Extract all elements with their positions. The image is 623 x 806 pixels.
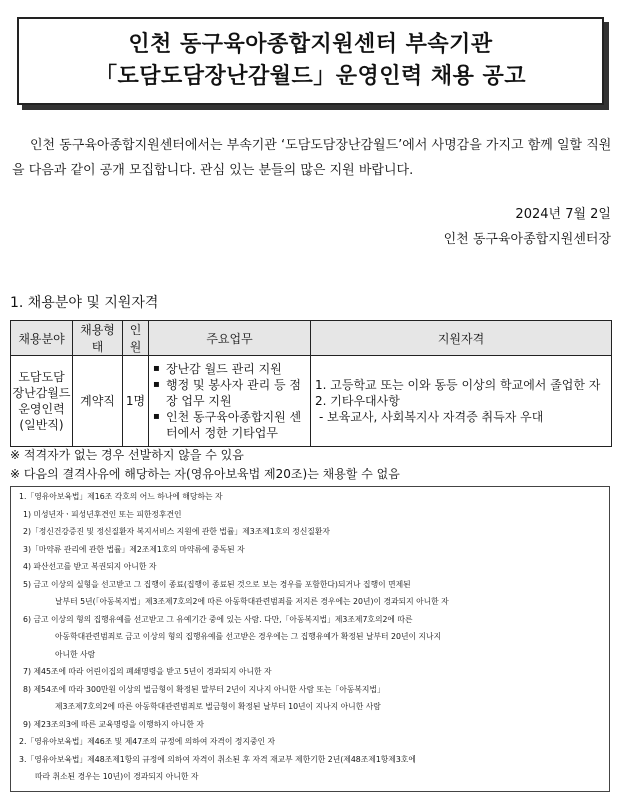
disq-sub-3: 3)「마약류 관리에 관한 법률」제2조제1호의 마약류에 중독된 자 [23,544,245,554]
table-header-row [11,321,612,356]
disq-item-1: 1.「영유아보육법」제16조 각호의 어느 하나에 해당하는 자 [19,492,223,501]
disq-sub-7: 7) 제45조에 따라 어린이집의 폐쇄명령을 받고 5년이 경과되지 아니한 자 [23,667,272,676]
disq-sub-1: 1) 미성년자ㆍ피성년후견인 또는 피한정후견인 [23,509,182,519]
cell-qualification [311,356,612,447]
header-qualification: 지원자격 [311,321,612,356]
disq-sub-6-cont2: 아니한 사람 [55,649,96,659]
recruitment-table [10,320,612,447]
disqualification-box [10,486,610,792]
intro-paragraph: 인천 동구육아종합지원센터에서는 부속기관 ‘도담도담장난감월드’에서 사명감을 가지고 함께 일할 직원을 다음과 같이 공개 모집합니다. 관심 있는 분들의 많은 지원 바랍니다. [12,138,612,178]
cell-type: 계약직 [73,356,123,447]
header-field: 채용분야 [11,321,73,356]
disq-item-2: 2.「영유아보육법」제46조 및 제47조의 규정에 의하여 자격이 정지중인 자 [19,737,276,746]
disq-sub-2: 2)「정신건강증진 및 정신질환자 복지서비스 지원에 관한 법률」제3조제1호의 정신질환자 [23,527,330,536]
cell-field: 도담도담 장난감월드 운영인력 (일반직) [11,356,73,447]
announcement-signature: 인천 동구육아종합지원센터장 [443,232,611,247]
disq-sub-6-cont: 아동학대관련범죄로 금고 이상의 형의 집행유예를 선고받은 경우에는 그 집행유예가 확정된 날부터 20년이 지나지 [55,632,442,641]
qualification-2-detail: - 보육교사, 사회복지사 자격증 취득자 우대 [319,410,544,424]
qualification-1: 1. 고등학교 또는 이와 동등 이상의 학교에서 졸업한 자 [315,378,601,392]
disq-sub-8: 8) 제54조에 따라 300만원 이상의 벌금형이 확정된 말부터 2년이 지나지 아니한 사람 또는「아동복지법」 [23,684,385,694]
note-2: ※ 다음의 결격사유에 해당하는 자(영유아보육법 제20조)는 채용할 수 없음 [10,467,400,481]
header-type: 채용형태 [73,321,123,356]
title-line-2: 「도담도담장난감월드」운영인력 채용 공고 [94,64,527,89]
disq-sub-6: 6) 금고 이상의 형의 집행유예를 선고받고 그 유예기간 중에 있는 사람. 다만,「아동복지법」제3조제7호의2에 따른 [23,614,413,624]
header-count: 인원 [123,321,149,356]
disq-sub-5-cont: 날부터 5년(「아동복지법」제3조제7호의2에 따른 아동학대관련범죄를 저지른 경우에는 20년)이 경과되지 아니한 자 [55,597,449,606]
qualification-2: 2. 기타우대사항 [315,394,400,408]
header-duties: 주요업무 [149,321,311,356]
duty-item: ▪ 장난감 월드 관리 지원 [166,361,309,377]
duty-item: ▪ 행정 및 봉사자 관리 등 점장 업무 지원 [166,377,309,409]
disq-sub-5: 5) 금고 이상의 실형을 선고받고 그 집행이 종료(집행이 종료된 것으로 보는 경우를 포함한다)되거나 집행이 면제된 [23,579,411,589]
table-row [11,356,612,447]
disq-item-3-cont: 따라 취소된 경우는 10년)이 경과되지 아니한 자 [35,772,199,781]
duty-item: ▪ 인천 동구육아종합지원 센터에서 정한 기타업무 [166,409,309,441]
title-box [17,17,604,105]
title-line-1: 인천 동구육아종합지원센터 부속기관 [128,32,493,57]
announcement-date: 2024년 7월 2일 [515,207,611,222]
cell-count: 1명 [123,356,149,447]
section-1-heading: 1. 채용분야 및 지원자격 [10,295,159,311]
cell-duties [149,356,311,447]
disq-sub-4: 4) 파산선고를 받고 복권되지 아니한 자 [23,562,157,571]
disq-sub-9: 9) 제23조의3에 따른 교육명령을 이행하지 아니한 자 [23,719,204,729]
note-1: ※ 적격자가 없는 경우 선발하지 않을 수 있음 [10,448,244,462]
disq-sub-8-cont: 제3조제7호의2에 따른 아동학대관련범죄로 벌금형이 확정된 날부터 10년이 지나지 아니한 사람 [55,702,381,711]
disq-item-3: 3.「영유아보육법」제48조제1항의 규정에 의하여 자격이 취소된 후 자격 재교부 제한기한 2년(제48조제1항제3호에 [19,754,416,764]
